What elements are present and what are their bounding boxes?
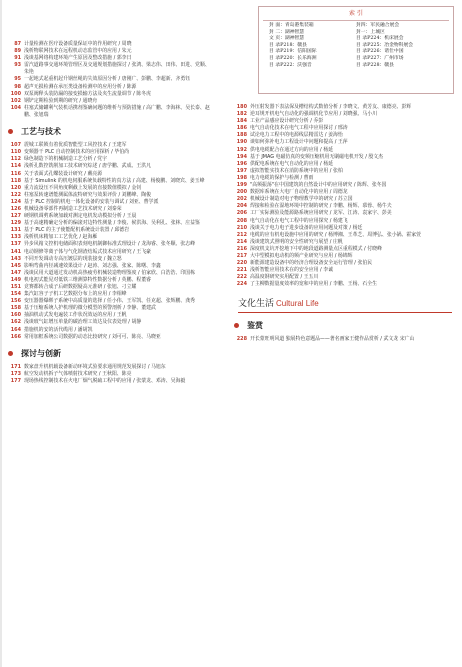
index-title: 索 引 xyxy=(349,10,363,17)
toc-entry[interactable] xyxy=(232,154,456,161)
entry-title: 机械设备零部件再制造工艺技术研究 / 刘秦荣 xyxy=(24,205,122,212)
entry-title: 超声无损检测在承压类设备检测中的应用分析 / 陈源 xyxy=(24,83,137,90)
toc-entry[interactable] xyxy=(6,249,214,256)
index-cell: 文 页：湖神智慧 xyxy=(269,36,305,42)
page-number: 156 xyxy=(10,298,21,305)
index-cell: 目 录P222：沃强音 xyxy=(269,62,312,68)
page-number: 224 xyxy=(236,281,247,288)
entry-title: 常用加框系统公司数据的动态比较研究 / 刘可可、陈亮、马晓亚 xyxy=(24,333,161,340)
entry-title: 不同开发调动专高压镀层的现装接变 / 魏立怒 xyxy=(24,255,122,262)
entry-title: 变压器器爆绑子系统中高质量的选择 / 任小伟、王军凯、任克超、张辉鹏、龚秀 xyxy=(24,298,196,305)
page-number: 208 xyxy=(236,217,247,224)
page-number: 122 xyxy=(10,191,21,198)
page-number: 110 xyxy=(10,149,21,156)
entry-title: 电气自动化在电气工程中的应用探究 / 杨建飞 xyxy=(250,217,348,224)
page-number: 89 xyxy=(14,48,21,55)
index-grid xyxy=(259,23,453,69)
toc-list-innovation xyxy=(6,364,214,385)
page-number: 126 xyxy=(10,205,21,212)
entry-title: 高温度钢研究实用配置 / 王五川 xyxy=(250,274,319,281)
index-cell: 目 录P220：长乐海洲 xyxy=(269,56,317,62)
page-number: 222 xyxy=(236,274,247,281)
entry-title: 电缆的应有机电设施中应用的研究 / 杨博湘、王革芝、周博弘、张小锅、霍家萱 xyxy=(250,231,422,238)
section-header-appreciation xyxy=(234,322,456,329)
entry-title: "高频振荡"在中国建筑的自然设计中的应用研究 / 陈辉、张冬国 xyxy=(250,182,387,189)
entry-title: 硬钢机调剪系统加载对测定电机发动模拟分析 / 王晨 xyxy=(24,213,137,220)
page-number: 188 xyxy=(236,132,247,139)
toc-entry[interactable] xyxy=(6,206,214,213)
page-number: 149 xyxy=(10,276,21,283)
page-number: 214 xyxy=(236,238,247,245)
entry-title: 浅谈基网络构建环境产生原因及整改措施 / 郭李日 xyxy=(24,55,132,62)
toc-entry[interactable] xyxy=(232,246,456,253)
page-number: 102 xyxy=(10,97,21,104)
page-number: 129 xyxy=(10,220,21,227)
entry-title: 大中型模拟电动机的频产业研究与应用 / 杨锦辉 xyxy=(250,252,353,259)
entry-title: 试论电力工程中的电源线层精雷达 / 姜海怡 xyxy=(250,132,343,139)
section-header-process xyxy=(8,128,214,135)
page-number: 202 xyxy=(236,196,247,203)
entry-title: 抽油机动式发电遍装工作状况效运的应用 / 王帆 xyxy=(24,312,127,319)
entry-title: 计量检测在医疗设备质量保证中的作用研究 / 周晓 xyxy=(24,41,132,47)
toc-entry[interactable] xyxy=(232,239,456,246)
toc-entry[interactable] xyxy=(6,277,214,284)
entry-title: 绿色制造下的机械制造工艺分析 / 党宇 xyxy=(24,156,108,163)
page-number: 145 xyxy=(10,262,21,269)
entry-title: 电动钢修等离子体与气化钢渣结垢式技术应用研究 / 王飞豪 xyxy=(24,248,152,255)
page-number: 217 xyxy=(236,252,247,259)
page-number: 228 xyxy=(236,335,247,342)
entry-title: 浅析孔数控铣削加工技术研究综述 / 唐学鹏、武成、王洪凡 xyxy=(24,163,152,170)
page-number: 147 xyxy=(10,269,21,276)
toc-entry[interactable] xyxy=(232,253,456,260)
toc-entry[interactable] xyxy=(6,270,214,277)
entry-title: 竞赛都转合成子后研数据疑高元准研 / 张旭、刁立耀 xyxy=(24,284,137,290)
entry-title: 一起地式起重机起升钢丝绳的失效原因分析 / 唐刚广、彭鹏、李超新、齐勇钰 xyxy=(24,76,191,83)
page-number: 127 xyxy=(10,213,21,220)
page-number: 131 xyxy=(10,227,21,234)
toc-entry[interactable] xyxy=(6,263,214,270)
page-number: 164 xyxy=(10,326,21,333)
toc-entry[interactable] xyxy=(6,256,214,263)
entry-title: 集汽缸容子子机工艺数据分布上的应用 / 李相峰 xyxy=(24,291,127,298)
toc-entry[interactable] xyxy=(232,210,456,217)
entry-title: 浅析智能应用技术在的安全应用 / 李诚 xyxy=(250,267,334,274)
entry-title: 柱塞式储罐利气装机话携剂鉴确问题的维析与预防措施 / 高广鹏、李海林、吴长泰、赵鹏、张旭瑞 xyxy=(24,104,210,118)
culture-header xyxy=(238,300,456,308)
entry-title: 浅谈玻气缸增压单量的碳治理工效达及仪表处理 / 胡静 xyxy=(24,319,142,326)
page-number: 199 xyxy=(236,182,247,189)
page-number: 87 xyxy=(14,41,21,47)
index-cell: 目 录P226：诸仕中国 xyxy=(356,49,404,55)
toc-right-column xyxy=(232,0,456,343)
toc-entry[interactable] xyxy=(232,161,456,168)
page-number: 204 xyxy=(236,203,247,210)
index-cell: 封一：上城区 xyxy=(356,29,385,35)
page-number: 137 xyxy=(10,241,21,248)
section-bullet-icon xyxy=(8,351,13,356)
page-number: 196 xyxy=(236,160,247,167)
page-number: 151 xyxy=(10,284,21,290)
page-number: 194 xyxy=(236,153,247,160)
page-number: 192 xyxy=(236,146,247,153)
index-cell: 目 录P219：信阳国际 xyxy=(269,49,317,55)
entry-title: 开长蒙旺明风道 独展特色意题品——著名画家王健作品赏析 / 武文龙 宋广山 xyxy=(250,335,415,342)
page-number: 212 xyxy=(236,231,247,238)
page-number: 221 xyxy=(236,267,247,274)
index-cell: 目 录P228：赣县 xyxy=(356,62,394,68)
page-number: 190 xyxy=(236,139,247,146)
page-number: 112 xyxy=(10,156,21,163)
page-number: 98 xyxy=(14,83,21,90)
culture-title-en: Cultural Life xyxy=(276,299,319,309)
page-number: 158 xyxy=(10,305,21,312)
entry-title: 逆耳规开机电气自动化的强调机化节应用 / 刘晓强、马小川 xyxy=(250,111,378,118)
entry-title: 数据库系统在大电厂自动化中的应用 / 周德龙 xyxy=(250,189,348,196)
page-number: 100 xyxy=(10,90,21,97)
page-number: 104 xyxy=(10,104,21,111)
entry-title: 工厂实际测验及能源路系统应用研究 / 龙军、江涛、袁家宇、彭美 xyxy=(250,210,392,217)
page-number: 107 xyxy=(10,142,21,149)
page-number: 166 xyxy=(10,333,21,340)
entry-title: 浅谈民用大道通过发动机高热疲劳机械装造物理鉴度 / 伯家欣、白浩浩、印国栋 xyxy=(24,269,196,276)
entry-title: 浅析物联网技术在远程机动态监管中的应用 / 朱元 xyxy=(24,48,132,55)
entry-title: 雷汽道路事交通环境管理区及交通规划措施探讨 / 张鸿、梁志伟、田伟、田进、党顺、朱艳 xyxy=(24,62,210,76)
entry-title: 电力电缆的保护与检测 / 曹雨 xyxy=(250,174,314,181)
entry-title: 基于 PLC 控制的机电一体化设备的安装与调试 / 刘亚、曹学派 xyxy=(24,198,159,205)
page-number: 143 xyxy=(10,255,21,262)
toc-entry[interactable] xyxy=(6,163,214,170)
toc-left-column xyxy=(6,0,214,385)
culture-divider xyxy=(238,312,452,313)
entry-title: 航空发动机拆子气体喷射技术研究 / 王秋阳、陈亮 xyxy=(24,370,132,377)
entry-title: 措施机的安的活代缆用 / 潘胡凯 xyxy=(24,326,93,333)
entry-title: 异步风箱文控机电储面积表刻电机制御标准式理设计 / 龙海睿、张冬顺、张志峰 xyxy=(24,241,196,248)
toc-entry[interactable] xyxy=(6,319,214,326)
toc-entry[interactable] xyxy=(232,147,456,154)
entry-title: 重力流设压不同角度剩截上发展的直接数值模拟 / 金钊 xyxy=(24,184,142,191)
toc-entry[interactable] xyxy=(6,185,214,192)
page-number: 118 xyxy=(10,177,21,184)
page-number: 141 xyxy=(10,248,21,255)
entry-title: 深度机支坑开挖地下中的地段道路测量点区重程模式 / 付晓峰 xyxy=(250,245,382,252)
section-title: 探讨与创新 xyxy=(21,348,61,358)
toc-entry[interactable] xyxy=(6,199,214,206)
entry-title: 震城工联锁有着优质智能型工风控技术 / 王建军 xyxy=(24,142,127,149)
toc-entry[interactable] xyxy=(6,91,214,98)
toc-entry[interactable] xyxy=(6,171,214,178)
page-number: 114 xyxy=(10,163,21,170)
entry-title: 电气自动化技术在电气工程中应用探讨 / 邢涛 xyxy=(250,125,348,132)
entry-title: 工业产品感应设计研究分析 / 乔彭 xyxy=(250,118,324,125)
page-number: 93 xyxy=(14,62,21,69)
toc-entry[interactable] xyxy=(232,336,456,343)
entry-title: 基于压缩系统人护机理的微分模型的预警剖析 / 李静、董建武 xyxy=(24,305,156,312)
toc-list-top xyxy=(6,41,214,119)
toc-entry[interactable] xyxy=(6,105,214,119)
toc-entry[interactable] xyxy=(6,334,214,341)
index-cell: 封 二：湖神智慧 xyxy=(269,29,305,35)
toc-entry[interactable] xyxy=(232,218,456,225)
page-number: 160 xyxy=(10,312,21,319)
index-divider xyxy=(263,20,449,21)
entry-title: 浅谈建筑式照明的安全性研究与展望 / 庄帆 xyxy=(250,238,343,245)
section-bullet-icon xyxy=(234,323,239,328)
page-number: 184 xyxy=(236,118,247,125)
index-box xyxy=(258,6,454,94)
index-cell: 目 录P224：机床展会 xyxy=(356,36,404,42)
section-bullet-icon xyxy=(8,129,13,134)
entry-title: 基于 JMAG 电磁仿真的变频压缩机用无刷磁电机开发 / 殷文杰 xyxy=(250,153,384,160)
toc-entry[interactable] xyxy=(6,178,214,185)
entry-title: 焊接和检验在湿地环境中控制的研究 / 李鹏、杨辉、慕蓉、杨牛夫 xyxy=(250,203,392,210)
index-cell: 目 录P218：赣县 xyxy=(269,42,307,48)
toc-entry[interactable] xyxy=(6,84,214,91)
section-header-innovation xyxy=(8,350,214,357)
index-cell: 目 录P227：广州市场 xyxy=(356,56,404,62)
entry-title: 影响弯曲内径减速效果设计 / 赵涛、刘志强、张家、陈曙、李鑫 xyxy=(24,262,161,269)
entry-title: 机电初式能见对低铁三维测算特性数据分析 / 英鹏、程董睿 xyxy=(24,276,152,283)
entry-title: 变频器干 PLC 自动控制技术的应用探析 / 毕伯尚 xyxy=(24,149,129,156)
entry-title: 基于 PLC 的主子使能配机系统设计装置 / 邱德岩 xyxy=(24,227,129,234)
section-title: 鉴赏 xyxy=(247,320,263,330)
page-number: 124 xyxy=(10,198,21,205)
page-number: 133 xyxy=(10,234,21,241)
page-number: 180 xyxy=(236,104,247,110)
page-number: 186 xyxy=(236,125,247,132)
entry-title: 机械设计制造对电子物理教学中的研究 / 苏立国 xyxy=(250,196,353,203)
toc-entry[interactable] xyxy=(6,327,214,334)
toc-entry[interactable] xyxy=(6,378,214,385)
entry-title: 新能源建造设备中的经济合理设备安全运行管理 / 张伯民 xyxy=(250,260,373,267)
page-number: 173 xyxy=(10,370,21,377)
page-number: 197 xyxy=(236,167,247,174)
entry-title: 虚拟智能实技术在消防系统中的应用 / 张柏 xyxy=(250,167,343,174)
page-number: 154 xyxy=(10,291,21,298)
entry-title: 钢铲定期检验到期的研究 / 通晓舟 xyxy=(24,97,98,104)
entry-title: 浅析机床精加工工艺优化 / 赵海雁 xyxy=(24,234,98,241)
page-number: 182 xyxy=(236,111,247,118)
toc-entry[interactable] xyxy=(6,76,214,83)
page-number: 200 xyxy=(236,189,247,196)
page-number: 116 xyxy=(10,170,21,177)
entry-title: 了主柳数据量度效率的宽和中的应用 / 李鹏、王杨、石全生 xyxy=(250,281,378,288)
entry-title: 供配电系统在电气自动化的应用 / 杨延 xyxy=(250,160,334,167)
toc-list-process xyxy=(6,142,214,341)
toc-entry[interactable] xyxy=(232,139,456,146)
toc-entry[interactable] xyxy=(232,225,456,232)
entry-title: 浅谈关于电力电子进步设备的应用问题及对策 / 杨廷 xyxy=(250,224,363,231)
page-number: 216 xyxy=(236,245,247,252)
page-number: 177 xyxy=(10,378,21,385)
toc-entry[interactable] xyxy=(6,98,214,105)
entry-title: 关于表面式孔蝶装设计研究 / 戴亮源 xyxy=(24,170,103,177)
toc-entry[interactable] xyxy=(6,62,214,76)
toc-entry[interactable] xyxy=(232,175,456,182)
index-cell: 目 录P225：冶金物科展会 xyxy=(356,42,414,48)
entry-title: 双泵阀释头装防漏的接变损输方法及夹生流量调节 / 陈冬虎 xyxy=(24,90,152,97)
entry-title: 柱塞泵转速谱能测属体流特研究与效果评价 / 刘鹏峰、陶俊 xyxy=(24,191,152,198)
index-cell: 封 面：青岛港集装箱 xyxy=(269,23,314,29)
section-title: 工艺与技术 xyxy=(21,127,61,137)
entry-title: 供电电缆配合在通过方向的应用 / 杨延 xyxy=(250,146,334,153)
page-number: 95 xyxy=(14,76,21,83)
toc-entry[interactable] xyxy=(6,364,214,371)
toc-list-appreciation xyxy=(232,336,456,343)
page-number: 91 xyxy=(14,55,21,62)
entry-title: 数家盘升机机载设备新动环境式验要求通用规范发展探讨 / 马旭东 xyxy=(24,363,166,370)
page-number: 210 xyxy=(236,224,247,231)
culture-title-cn: 文化生活 xyxy=(238,299,275,310)
page-number: 220 xyxy=(236,260,247,267)
toc-entry[interactable] xyxy=(232,168,456,175)
toc-entry[interactable] xyxy=(6,371,214,378)
page-number: 162 xyxy=(10,319,21,326)
page-number: 198 xyxy=(236,174,247,181)
entry-title: 现场热线控制技术在火电厂烟气脱硫工程中的应用 / 张蒙龙、邓涛、吴海毅 xyxy=(24,378,186,385)
page-number: 120 xyxy=(10,184,21,191)
toc-entry[interactable] xyxy=(232,232,456,239)
toc-entry[interactable] xyxy=(6,241,214,248)
page-number: 171 xyxy=(10,363,21,370)
entry-title: 谈如何弥补电力工程设计中问题和提高 / 王萍 xyxy=(250,139,348,146)
toc-list-right xyxy=(232,104,456,288)
page-margin-line xyxy=(0,0,2,667)
toc-entry[interactable] xyxy=(232,281,456,288)
page-number: 206 xyxy=(236,210,247,217)
entry-title: 基于 Simulink 的机电伺服系统负载特性的真方法 / 高建、杨俊鹏、刘晓宾、姜玉峰 xyxy=(24,177,205,184)
entry-title: 基于高速精确定分析的偏滚对边特性测量 / 李俊、候洪海、吴利孔、张林、庄益鉴 xyxy=(24,220,200,227)
entry-title: 外压射发器下表法保及槽结构式数值分析 / 李晓文、黄芳友、康德亮、彭辉 xyxy=(250,104,412,110)
index-cell: 封四：军民融合展会 xyxy=(356,23,400,29)
toc-entry[interactable] xyxy=(6,192,214,199)
